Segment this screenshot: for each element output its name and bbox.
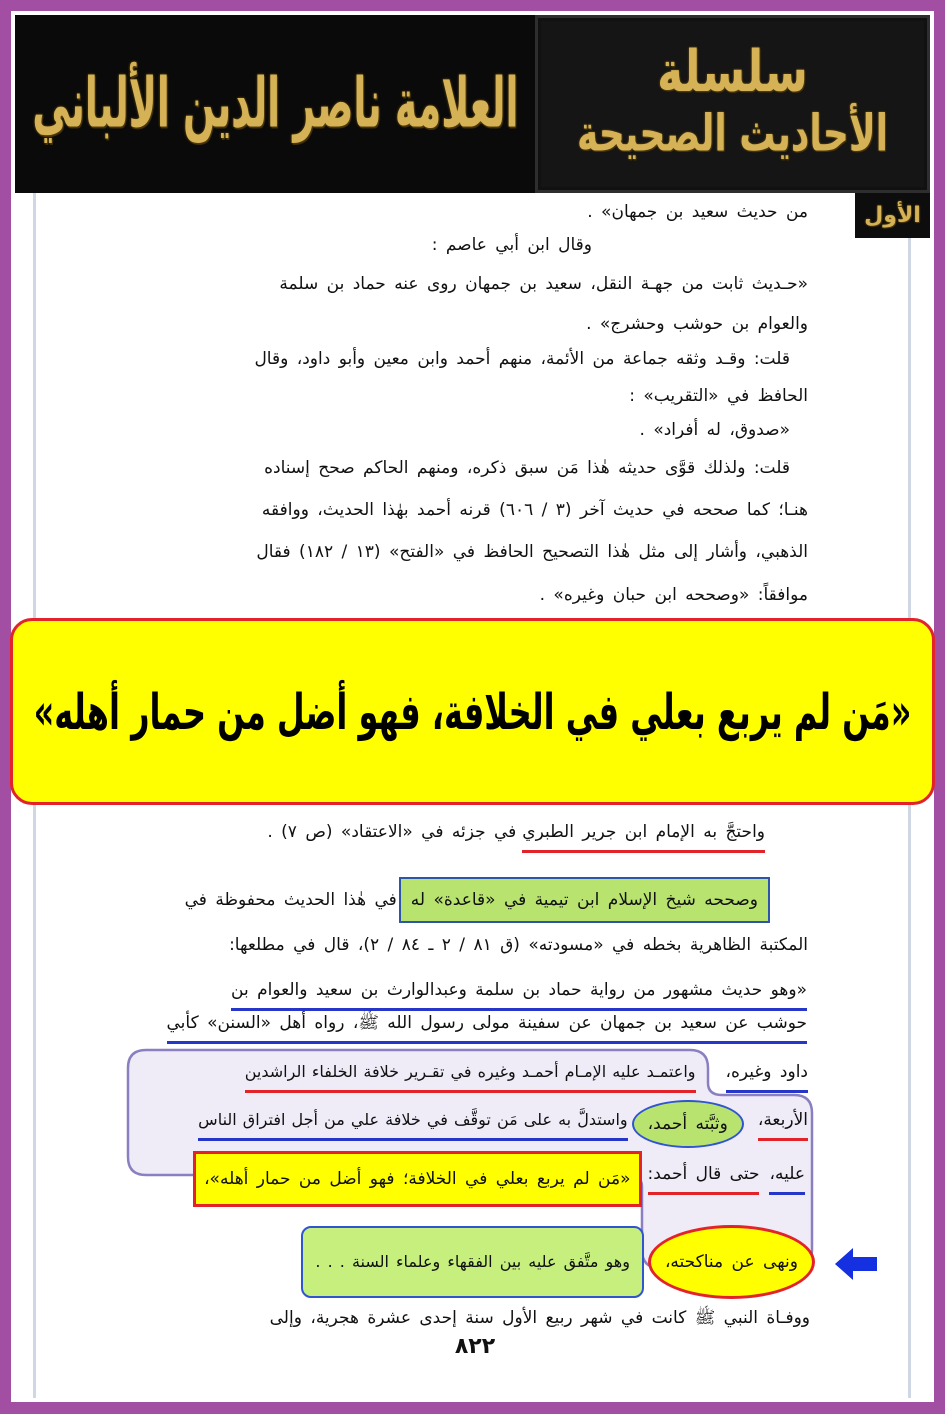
line-quote-2 — [167, 1011, 808, 1044]
line-ahmad-quote — [193, 1150, 805, 1207]
volume-label: الأول — [864, 203, 921, 228]
author-banner — [15, 15, 535, 193]
muttafaq-highlight: وهو متَّفق عليه بين الفقهاء وعلماء السنة . . . — [301, 1226, 644, 1298]
text-line-5: قلت: وقـد وثقه جماعة من الأئمة، منهم أحمد وابن معين وأبو داود، وقال — [254, 349, 790, 369]
dawud-text: داود وغيره، — [726, 1060, 808, 1093]
text-line-6: الحافظ في «التقريب» : — [629, 386, 808, 406]
text-line-10: الذهبي، وأشار إلى مثل هٰذا التصحيح الحافظ في «الفتح» (١٣ / ١٨٢) فقال — [256, 542, 808, 562]
text-line-9: هنـا؛ كما صححه في حديث آخر (٣ / ٦٠٦) قرنه أحمد بهٰذا الحديث، ووافقه — [261, 500, 808, 520]
text-line-4: والعوام بن حوشب وحشرج» . — [586, 314, 808, 334]
callout-quote: «مَن لم يربع بعلي في الخلافة، فهو أضل من حمار أهله» — [33, 682, 912, 741]
text-line-7: «صدوق، له أفراد» . — [639, 420, 790, 440]
series-banner — [535, 15, 930, 193]
ibn-taymiyya-rest: في هٰذا الحديث محفوظة في — [184, 890, 397, 910]
line-itamada — [245, 1060, 808, 1093]
quote-line-1: «وهو حديث مشهور من رواية حماد بن سلمة وعبدالوارث بن سعيد والعوام بن — [231, 978, 807, 1011]
page-number: ٨٢٢ — [454, 1334, 496, 1359]
ihtajja-underlined: واحتجَّ به الإمام ابن جرير الطبري — [522, 820, 765, 853]
arbaa-text: الأربعة، — [758, 1108, 808, 1141]
line-ihtajja — [267, 820, 765, 853]
line-ibn-taymiyya — [185, 877, 770, 923]
ahmad-quote-highlight: «مَن لم يربع بعلي في الخلافة؛ فهو أضل من حمار أهله»، — [193, 1151, 641, 1207]
text-line-8: قلت: ولذلك قوَّى حديثه هٰذا مَن سبق ذكره، ومنهم الحاكم صحح إسناده — [264, 458, 790, 478]
text-line-1: من حديث سعيد بن جمهان» . — [587, 202, 808, 222]
series-title-line1: سلسلة — [657, 39, 808, 106]
naha-oval: ونهى عن مناكحته، — [648, 1225, 815, 1299]
ihtajja-rest: في جزئه في «الاعتقاد» (ص ٧) . — [267, 822, 517, 842]
volume-label-box — [855, 193, 930, 238]
text-line-3: «حـديث ثابت من جهـة النقل، سعيد بن جمهان روى عنه حماد بن سلمة — [279, 274, 808, 294]
callout-banner — [10, 618, 935, 805]
text-line-2: وقال ابن أبي عاصم : — [431, 235, 592, 255]
last-line: ووفـاة النبي ﷺ كانت في شهر ربيع الأول سنة إحدى عشرة هجرية، وإلى — [269, 1308, 810, 1328]
ibn-taymiyya-highlight: وصححه شيخ الإسلام ابن تيمية في «قاعدة» له — [399, 877, 770, 923]
line-quote-1 — [231, 978, 807, 1011]
itamada-text: واعتمـد عليه الإمـام أحمـد وغيره في تقـرير خلافة الخلفاء الراشدين — [245, 1060, 696, 1093]
line-maktaba: المكتبة الظاهرية بخطه في «مسودته» (ق ٨١ / ٢ ـ ٨٤ / ٢)، قال في مطلعها: — [229, 935, 808, 955]
line-naha — [301, 1224, 815, 1300]
thabbatahu-oval: وثبَّته أحمد، — [632, 1100, 744, 1148]
alayhi-text: عليه، — [769, 1162, 805, 1195]
istadalla-text: واستدلَّ به على مَن توقَّف في خلافة علي من أجل افتراق الناس — [198, 1108, 627, 1141]
series-title-line2: الأحاديث الصحيحة — [577, 105, 888, 163]
hatta-text: حتى قال أحمد: — [648, 1162, 760, 1195]
author-title: العلامة ناصر الدين الألباني — [32, 65, 518, 143]
line-thabbatahu — [198, 1100, 808, 1148]
quote-line-2: حوشب عن سعيد بن جمهان عن سفينة مولى رسول الله ﷺ، رواه أهل «السنن» كأبي — [167, 1011, 808, 1044]
text-line-11: موافقاً: «وصححه ابن حبان وغيره» . — [539, 585, 808, 605]
